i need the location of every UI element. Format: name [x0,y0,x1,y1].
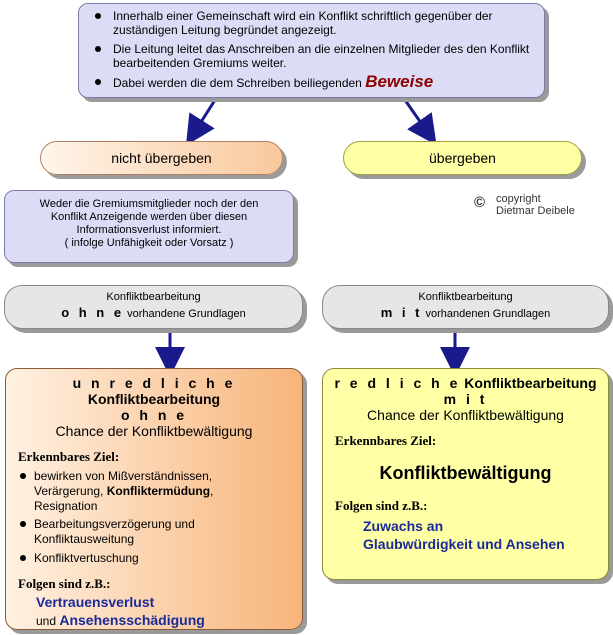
grey-right-mit: m i t [380,305,423,320]
info-line-4: ( infolge Unfähigkeit oder Vorsatz ) [64,237,234,249]
grey-right-rest: vorhandenen Grundlagen [422,308,551,320]
right-ziel-value: Konfliktbewältigung [379,463,552,483]
grey-right-title: Konfliktbearbeitung [418,291,513,303]
left-goal-1a: bewirken von Mißverständnissen, [34,469,213,483]
copyright-label: copyright [496,193,541,205]
left-result-2: Ansehensschädigung [59,612,205,628]
redliche-heading [323,375,608,391]
top-description-box [78,3,545,98]
mit-grundlagen-pill [322,285,609,329]
info-loss-box [4,190,294,263]
redliche-heading-rest: Konfliktbearbeitung [460,375,597,391]
left-goal-1d: Resignation [34,499,98,513]
left-chance-heading: Chance der Konfliktbewältigung [55,423,253,439]
unredliche-heading [6,375,302,407]
info-line-2: Konflikt Anzeigende werden über diesen [50,211,248,223]
redliche-panel [322,368,609,580]
left-result-1: Vertrauensverlust [36,594,155,610]
ohne-grundlagen-pill [4,285,303,329]
unredliche-word: u n r e d l i c h e [72,375,236,391]
top-item-3 [91,72,534,91]
grey-left-title: Konfliktbearbeitung [106,291,201,303]
right-folgen-label: Folgen sind z.B.: [335,498,428,513]
copyright-author: Dietmar Deibele [496,205,575,217]
redliche-word: r e d l i c h e [334,375,461,391]
left-folgen-label: Folgen sind z.B.: [18,576,111,591]
grey-left-ohne: o h n e [61,305,125,320]
unredliche-heading-rest: Konfliktbearbeitung [87,391,221,407]
right-chance-heading: Chance der Konfliktbewältigung [367,407,564,423]
left-ziel-label: Erkennbares Ziel: [18,449,120,464]
top-item-1: Innerhalb einer Gemeinschaft wird ein Konflikt schriftlich gegenüber der zuständigen Leitung begründet angezeigt. [91,9,534,37]
copyright-icon: © [474,194,486,211]
left-goal-item-3: Konfliktvertuschung [18,551,294,566]
ohne-heading: o h n e [120,407,188,423]
top-item-3-text: Dabei werden die dem Schreiben beiliegenden [113,76,362,90]
uebergeben-pill: übergeben [343,141,582,175]
right-result-1: Zuwachs an [363,518,444,534]
left-goal-1c: , [210,484,214,498]
beweise-emphasis: Beweise [365,72,434,91]
left-goal-1-bold: Konfliktermüdung [106,484,211,498]
info-line-1: Weder die Gremiumsmitglieder noch der den [39,198,259,210]
mit-heading: m i t [443,391,488,407]
unredliche-panel [5,368,303,630]
nicht-uebergeben-pill: nicht übergeben [40,141,283,175]
left-und: und [36,614,60,628]
info-line-3: Informationsverlust informiert. [76,224,222,236]
left-goal-1b: Verärgerung, [34,484,107,498]
right-result-2: Glaubwürdigkeit und Ansehen [363,536,565,552]
top-item-2: Die Leitung leitet das Anschreiben an die einzelnen Mitglieder des den Konflikt bearbeitenden Gremiums weiter. [91,42,534,70]
left-goal-item-2: Bearbeitungsverzögerung und Konfliktausweitung [18,517,294,547]
left-goal-item-1 [18,469,294,514]
right-ziel-label: Erkennbares Ziel: [335,433,437,448]
grey-left-rest: vorhandene Grundlagen [124,308,246,320]
